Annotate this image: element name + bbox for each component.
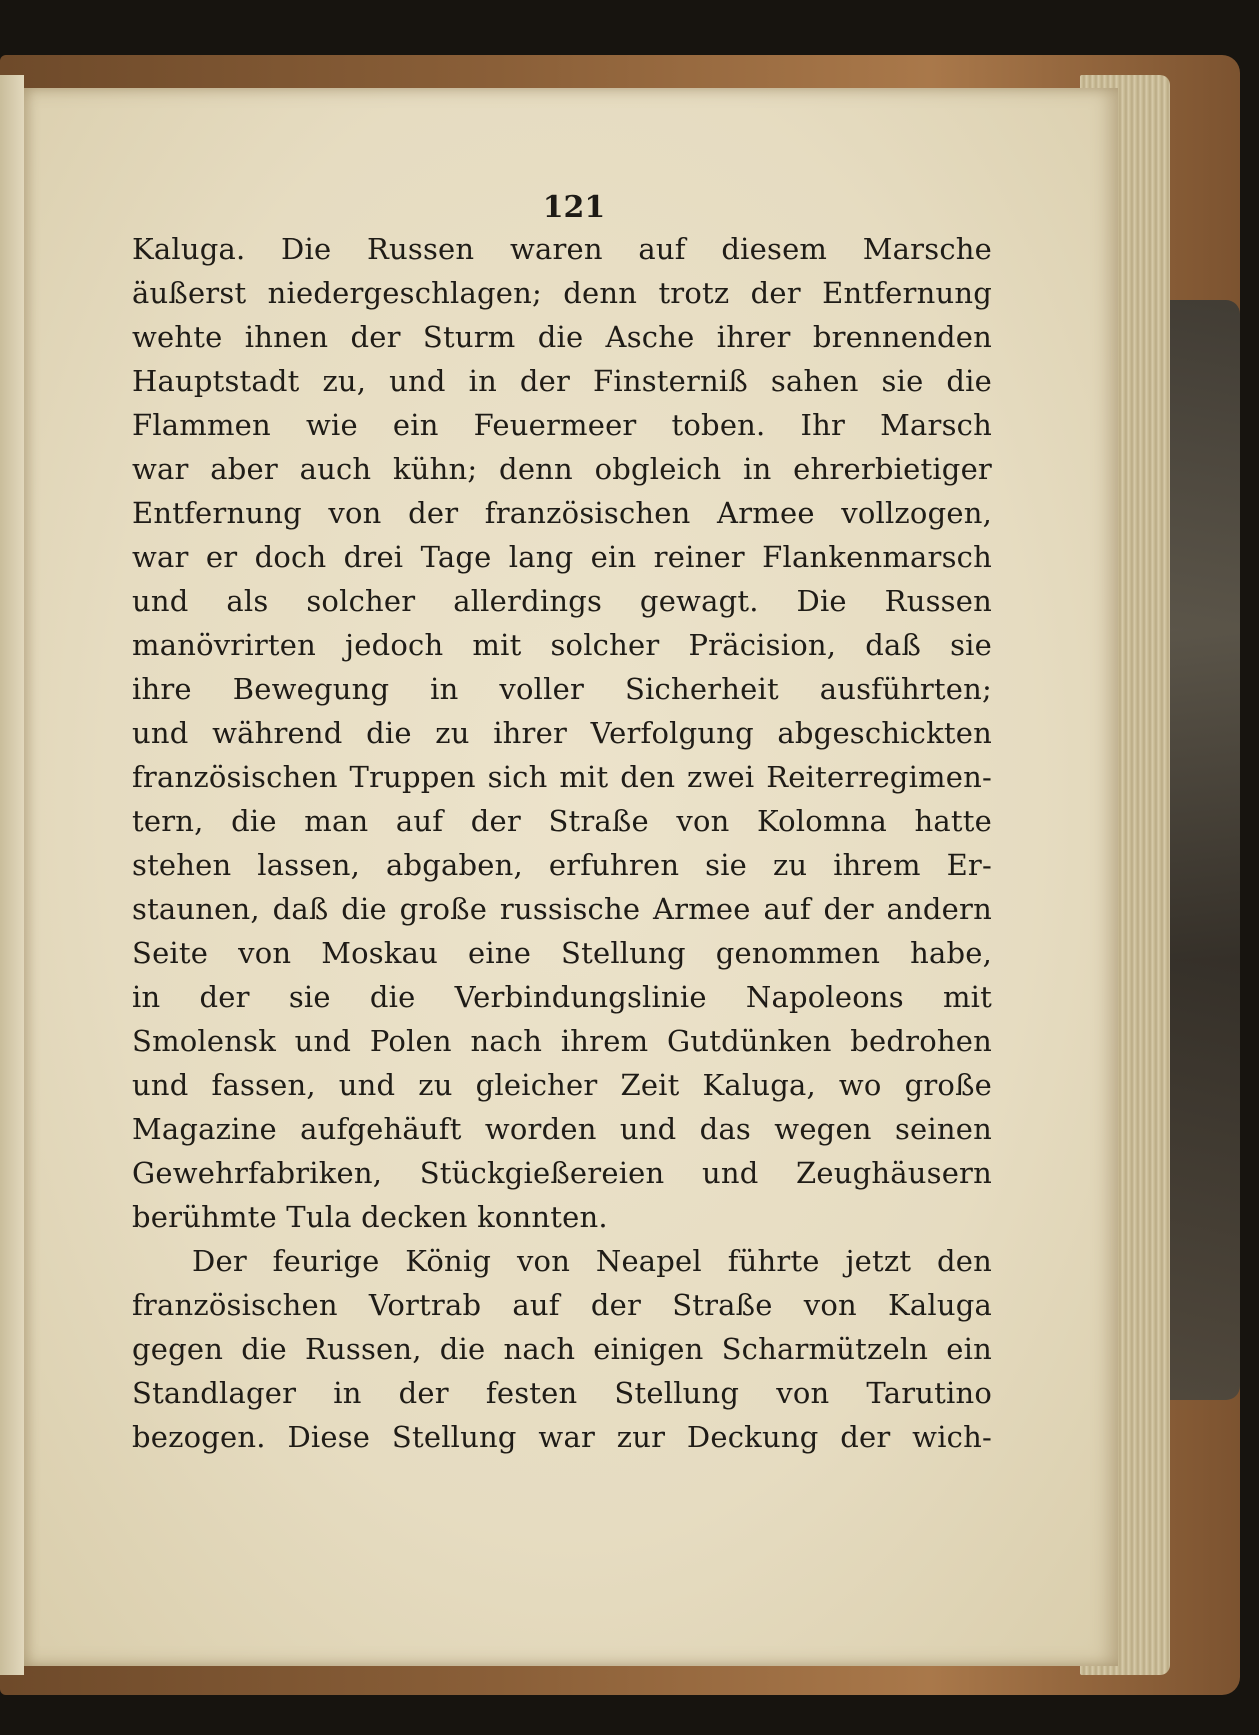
text-line: Der feurige König von Neapel führte jetzt den [192, 1244, 992, 1278]
text-line: und als solcher allerdings gewagt. Die Russen [132, 584, 992, 618]
text-line: französischen Vortrab auf der Straße von Kaluga [132, 1288, 992, 1322]
text-line: Entfernung von der französischen Armee vollzogen, [132, 496, 992, 530]
text-line: Magazine aufgehäuft worden und das wegen seinen [132, 1112, 992, 1146]
text-line: stehen lassen, abgaben, erfuhren sie zu ihrem Er- [132, 848, 992, 882]
text-line: gegen die Russen, die nach einigen Scharmützeln ein [132, 1332, 992, 1366]
page-number: 121 [542, 190, 606, 225]
text-line: und fassen, und zu gleicher Zeit Kaluga, wo große [132, 1068, 992, 1102]
text-line: tern, die man auf der Straße von Kolomna hatte [132, 804, 992, 838]
text-line: in der sie die Verbindungslinie Napoleons mit [132, 980, 992, 1014]
text-line: manövrirten jedoch mit solcher Präcision, daß sie [132, 628, 992, 662]
text-line: Gewehrfabriken, Stückgießereien und Zeughäusern [132, 1156, 992, 1190]
text-line: Smolensk und Polen nach ihrem Gutdünken bedrohen [132, 1024, 992, 1058]
text-line: berühmte Tula decken konnten. [132, 1200, 608, 1234]
left-page-edge [0, 75, 24, 1675]
book-page [24, 88, 1118, 1666]
text-line: äußerst niedergeschlagen; denn trotz der Entfernung [132, 276, 992, 310]
text-line: französischen Truppen sich mit den zwei Reiterregimen- [132, 760, 992, 794]
text-line: ihre Bewegung in voller Sicherheit ausführten; [132, 672, 992, 706]
text-line: Flammen wie ein Feuermeer toben. Ihr Marsch [132, 408, 992, 442]
text-line: staunen, daß die große russische Armee auf der andern [132, 892, 992, 926]
text-line: bezogen. Diese Stellung war zur Deckung der wich- [132, 1420, 992, 1454]
text-line: Seite von Moskau eine Stellung genommen habe, [132, 936, 992, 970]
text-line: Kaluga. Die Russen waren auf diesem Marsche [132, 232, 992, 266]
text-line: Standlager in der festen Stellung von Tarutino [132, 1376, 992, 1410]
text-line: und während die zu ihrer Verfolgung abgeschickten [132, 716, 992, 750]
text-line: war aber auch kühn; denn obgleich in ehrerbietiger [132, 452, 992, 486]
text-line: war er doch drei Tage lang ein reiner Flankenmarsch [132, 540, 992, 574]
text-line: wehte ihnen der Sturm die Asche ihrer brennenden [132, 320, 992, 354]
text-line: Hauptstadt zu, und in der Finsterniß sahen sie die [132, 364, 992, 398]
